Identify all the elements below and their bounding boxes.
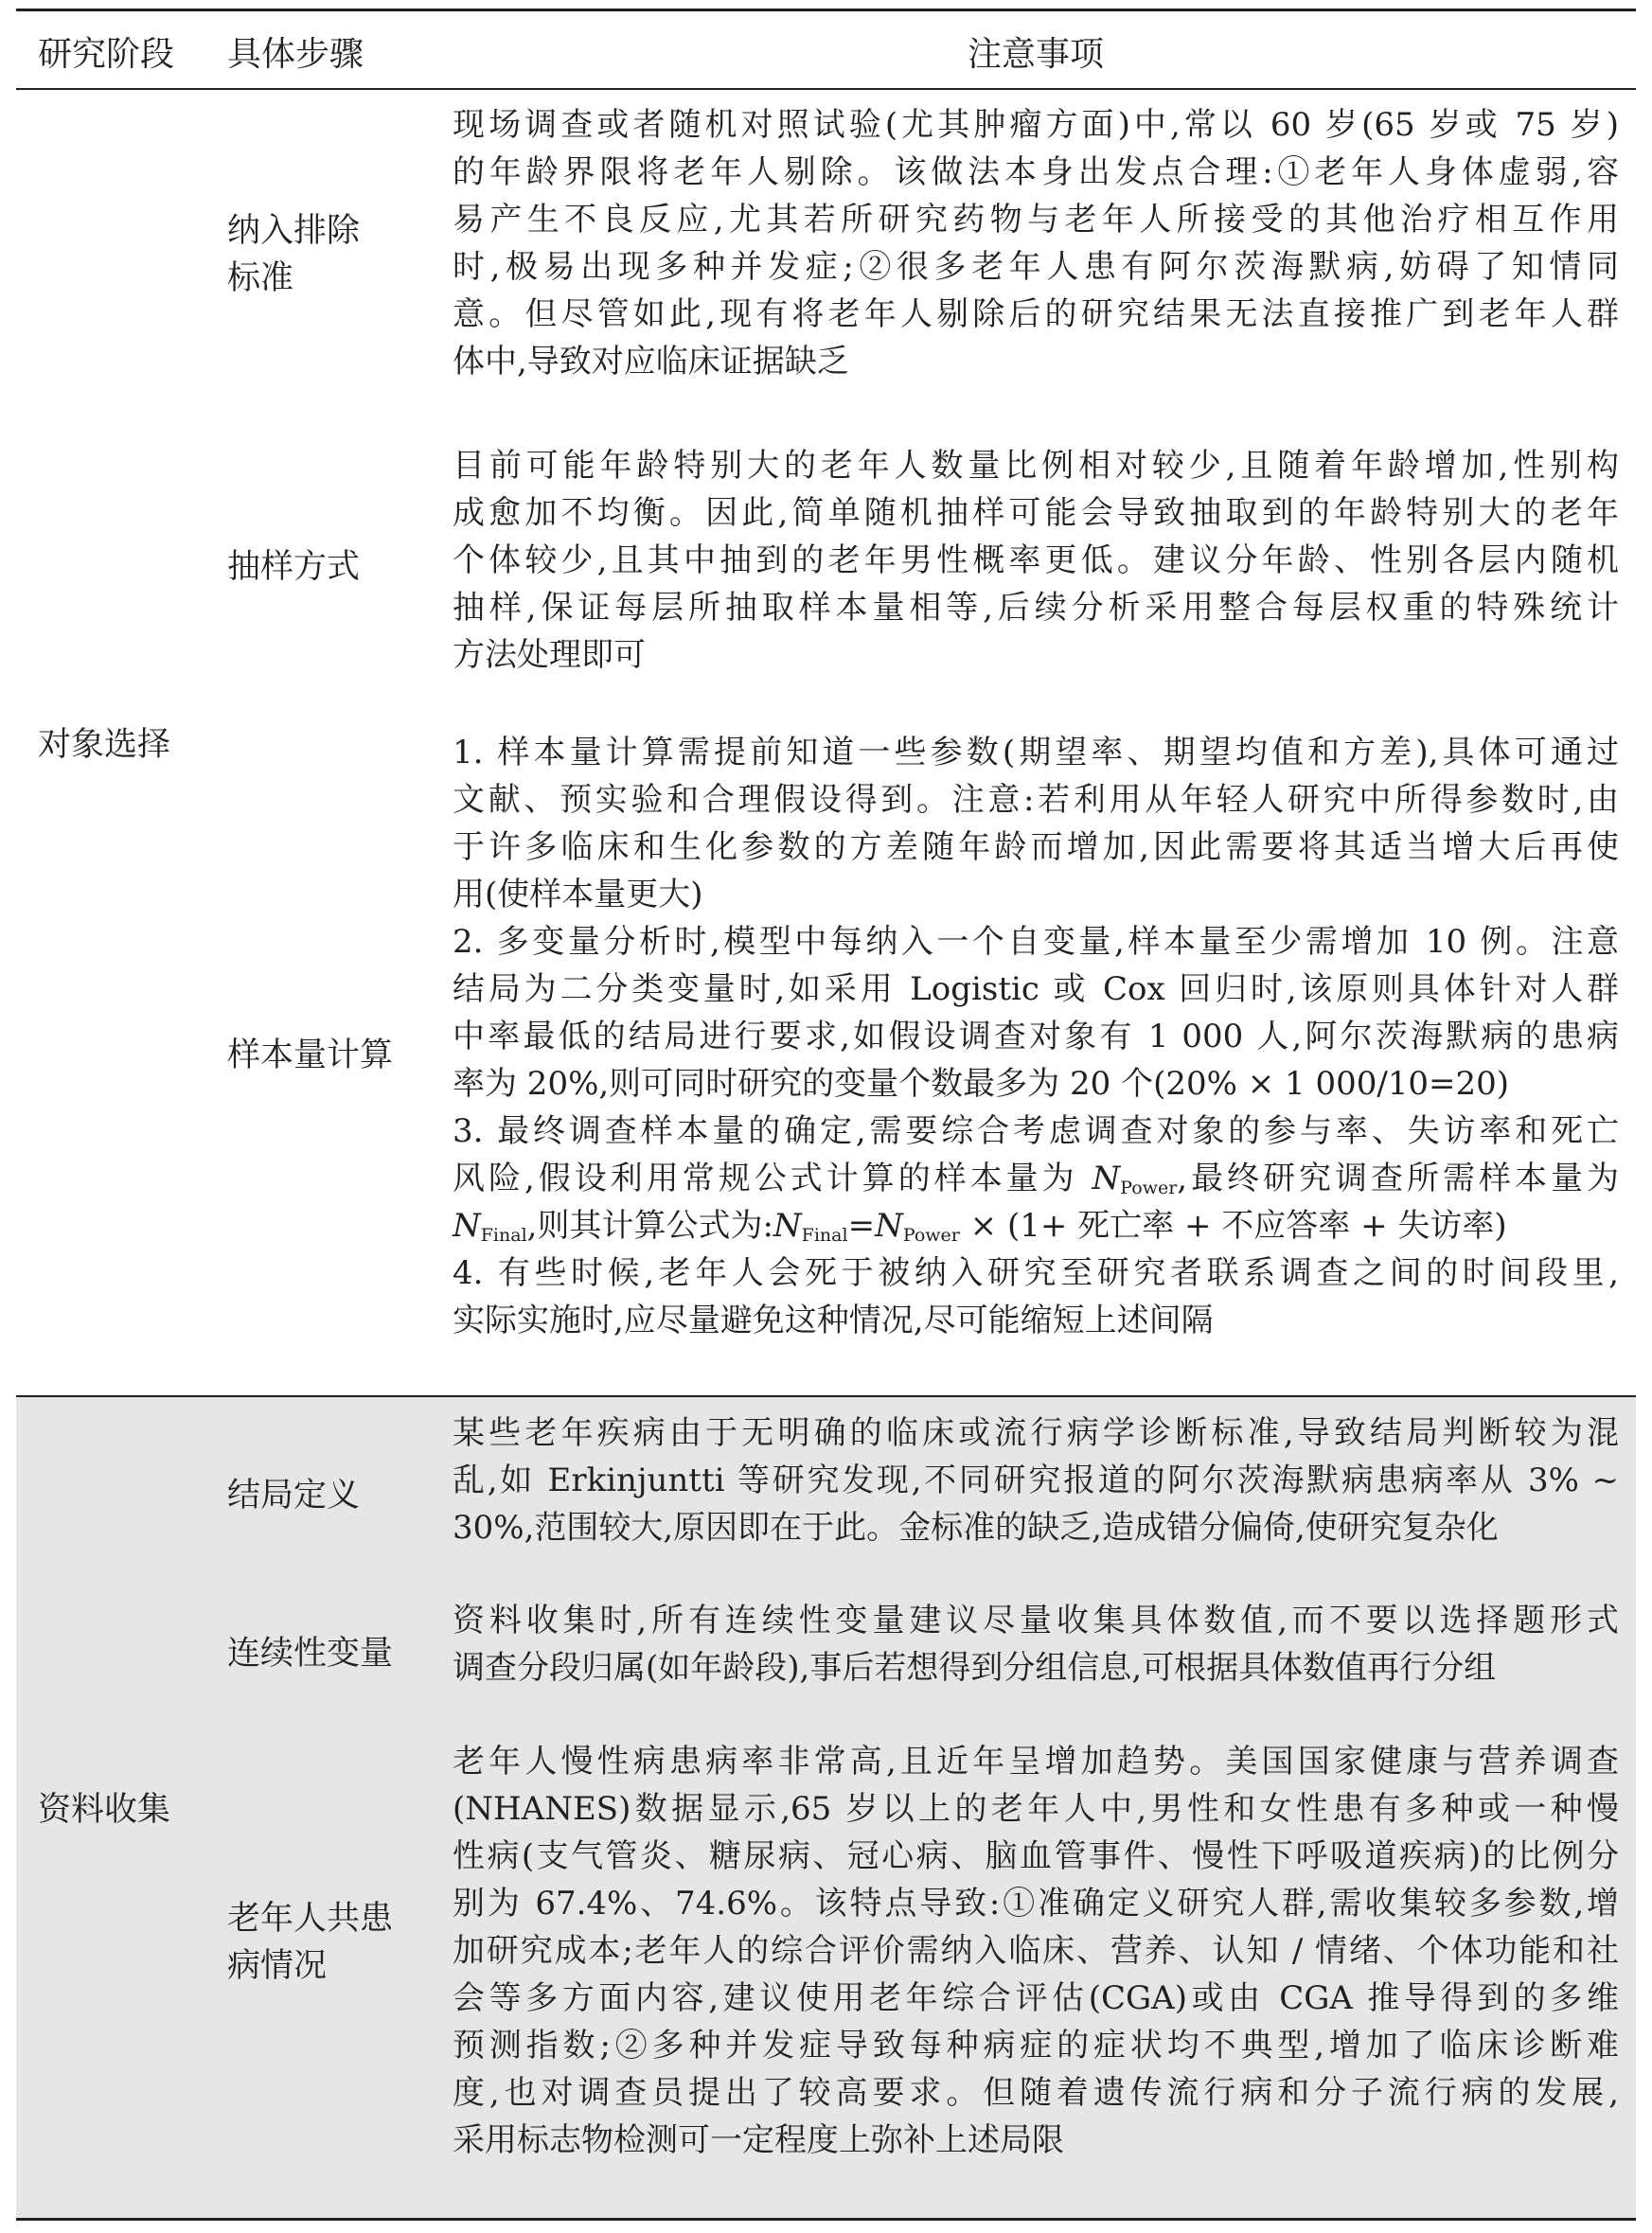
note-inclusion-exclusion-criteria: 现场调查或者随机对照试验(尤其肿瘤方面)中,常以 60 岁(65 岁或 75 岁) 的年龄界限将老年人剔除。该做法本身出发点合理:①老年人身体虚弱,容 易产生不良反应,尤其若所研究药物与老年人所接受的其他治疗相互作用 时,极易出现多种并发症;②很多老年人患有阿尔茨海默病,妨碍了知情同 意。但尽管如此,现有将老年人剔除后的研究结果无法直接推广到老年人群 体中,导致对应临床证据缺乏	[453, 106, 1619, 381]
header-research-stage: 研究阶段	[38, 34, 175, 74]
note-sample-size-calculation: 1. 样本量计算需提前知道一些参数(期望率、期望均值和方差),具体可通过 文献、预实验和合理假设得到。注意:若利用从年轻人研究中所得参数时,由 于许多临床和生化参数的方差随年龄而增加,因此需要将其适当增大后再使 用(使样本量更大) 2. 多变量分析时,模型中每纳入一个自变量,样本量至少需增加 10 例。注意 结局为二分类变量时,如采用 Logistic 或 Cox 回归时,该原则具体针对人群 中率最低的结局进行要求,如假设调查对象有 1 000 人,阿尔茨海默病的患病 率为 20%,则可同时研究的变量个数最多为 20 个(20% × 1 000/10=20) 3. 最终调查样本量的确定,需要综合考虑调查对象的参与率、失访率和死亡 风险,假设利用常规公式计算的样本量为 $N_{Power}$,最终研究调查所需样本量为 $N_{Final}$,则其计算公式为$:N_{Final}=N_{Power} \times (1+$ 死亡率 + 不应答率 + 失访率) 4. 有些时候,老年人会死于被纳入研究至研究者联系调查之间的时间段里, 实际实施时,应尽量避免这种情况,尽可能缩短上述间隔	[453, 734, 1619, 1339]
section-divider-rule	[16, 1395, 1636, 1397]
step-elderly-comorbidity: 老年人共患 病情况	[227, 1900, 394, 1985]
table-bottom-rule	[16, 2218, 1636, 2221]
step-sampling-method: 抽样方式	[227, 548, 361, 586]
step-inclusion-exclusion-criteria: 纳入排除 标准	[227, 212, 361, 297]
stage-data-collection: 资料收集	[38, 1791, 171, 1829]
header-notes: 注意事项	[967, 34, 1104, 74]
step-outcome-definition: 结局定义	[227, 1477, 361, 1515]
note-elderly-comorbidity: 老年人慢性病患病率非常高,且近年呈增加趋势。美国国家健康与营养调查 (NHANES)数据显示,65 岁以上的老年人中,男性和女性患有多种或一种慢 性病(支气管炎、糖尿病、冠心病、脑血管事件、慢性下呼吸道疾病)的比例分 别为 67.4%、74.6%。该特点导致:①准确定义研究人群,需收集较多参数,增 加研究成本;老年人的综合评价需纳入临床、营养、认知 / 情绪、个体功能和社 会等多方面内容,建议使用老年综合评估(CGA)或由 CGA 推导得到的多维 预测指数;②多种并发症导致每种病症的症状均不典型,增加了临床诊断难 度,也对调查员提出了较高要求。但随着遗传流行病和分子流行病的发展, 采用标志物检测可一定程度上弥补上述局限	[453, 1743, 1619, 2159]
note-outcome-definition: 某些老年疾病由于无明确的临床或流行病学诊断标准,导致结局判断较为混 乱,如 Erkinjuntti 等研究发现,不同研究报道的阿尔茨海默病患病率从 3% ~ 30%,范围较大,原因即在于此。金标准的缺乏,造成错分偏倚,使研究复杂化	[453, 1414, 1619, 1547]
step-continuous-variables: 连续性变量	[227, 1635, 394, 1673]
header-bottom-rule	[16, 88, 1636, 90]
stage-subject-selection: 对象选择	[38, 726, 171, 764]
note-sampling-method: 目前可能年龄特别大的老年人数量比例相对较少,且随着年龄增加,性别构 成愈加不均衡。因此,简单随机抽样可能会导致抽取到的年龄特别大的老年 个体较少,且其中抽到的老年男性概率更低。建议分年龄、性别各层内随机 抽样,保证每层所抽取样本量相等,后续分析采用整合每层权重的特殊统计 方法处理即可	[453, 447, 1619, 674]
note-continuous-variables: 资料收集时,所有连续性变量建议尽量收集具体数值,而不要以选择题形式 调查分段归属(如年龄段),事后若想得到分组信息,可根据具体数值再行分组	[453, 1602, 1619, 1687]
table-top-rule	[16, 9, 1636, 11]
step-sample-size-calculation: 样本量计算	[227, 1037, 394, 1074]
header-specific-step: 具体步骤	[227, 34, 364, 74]
